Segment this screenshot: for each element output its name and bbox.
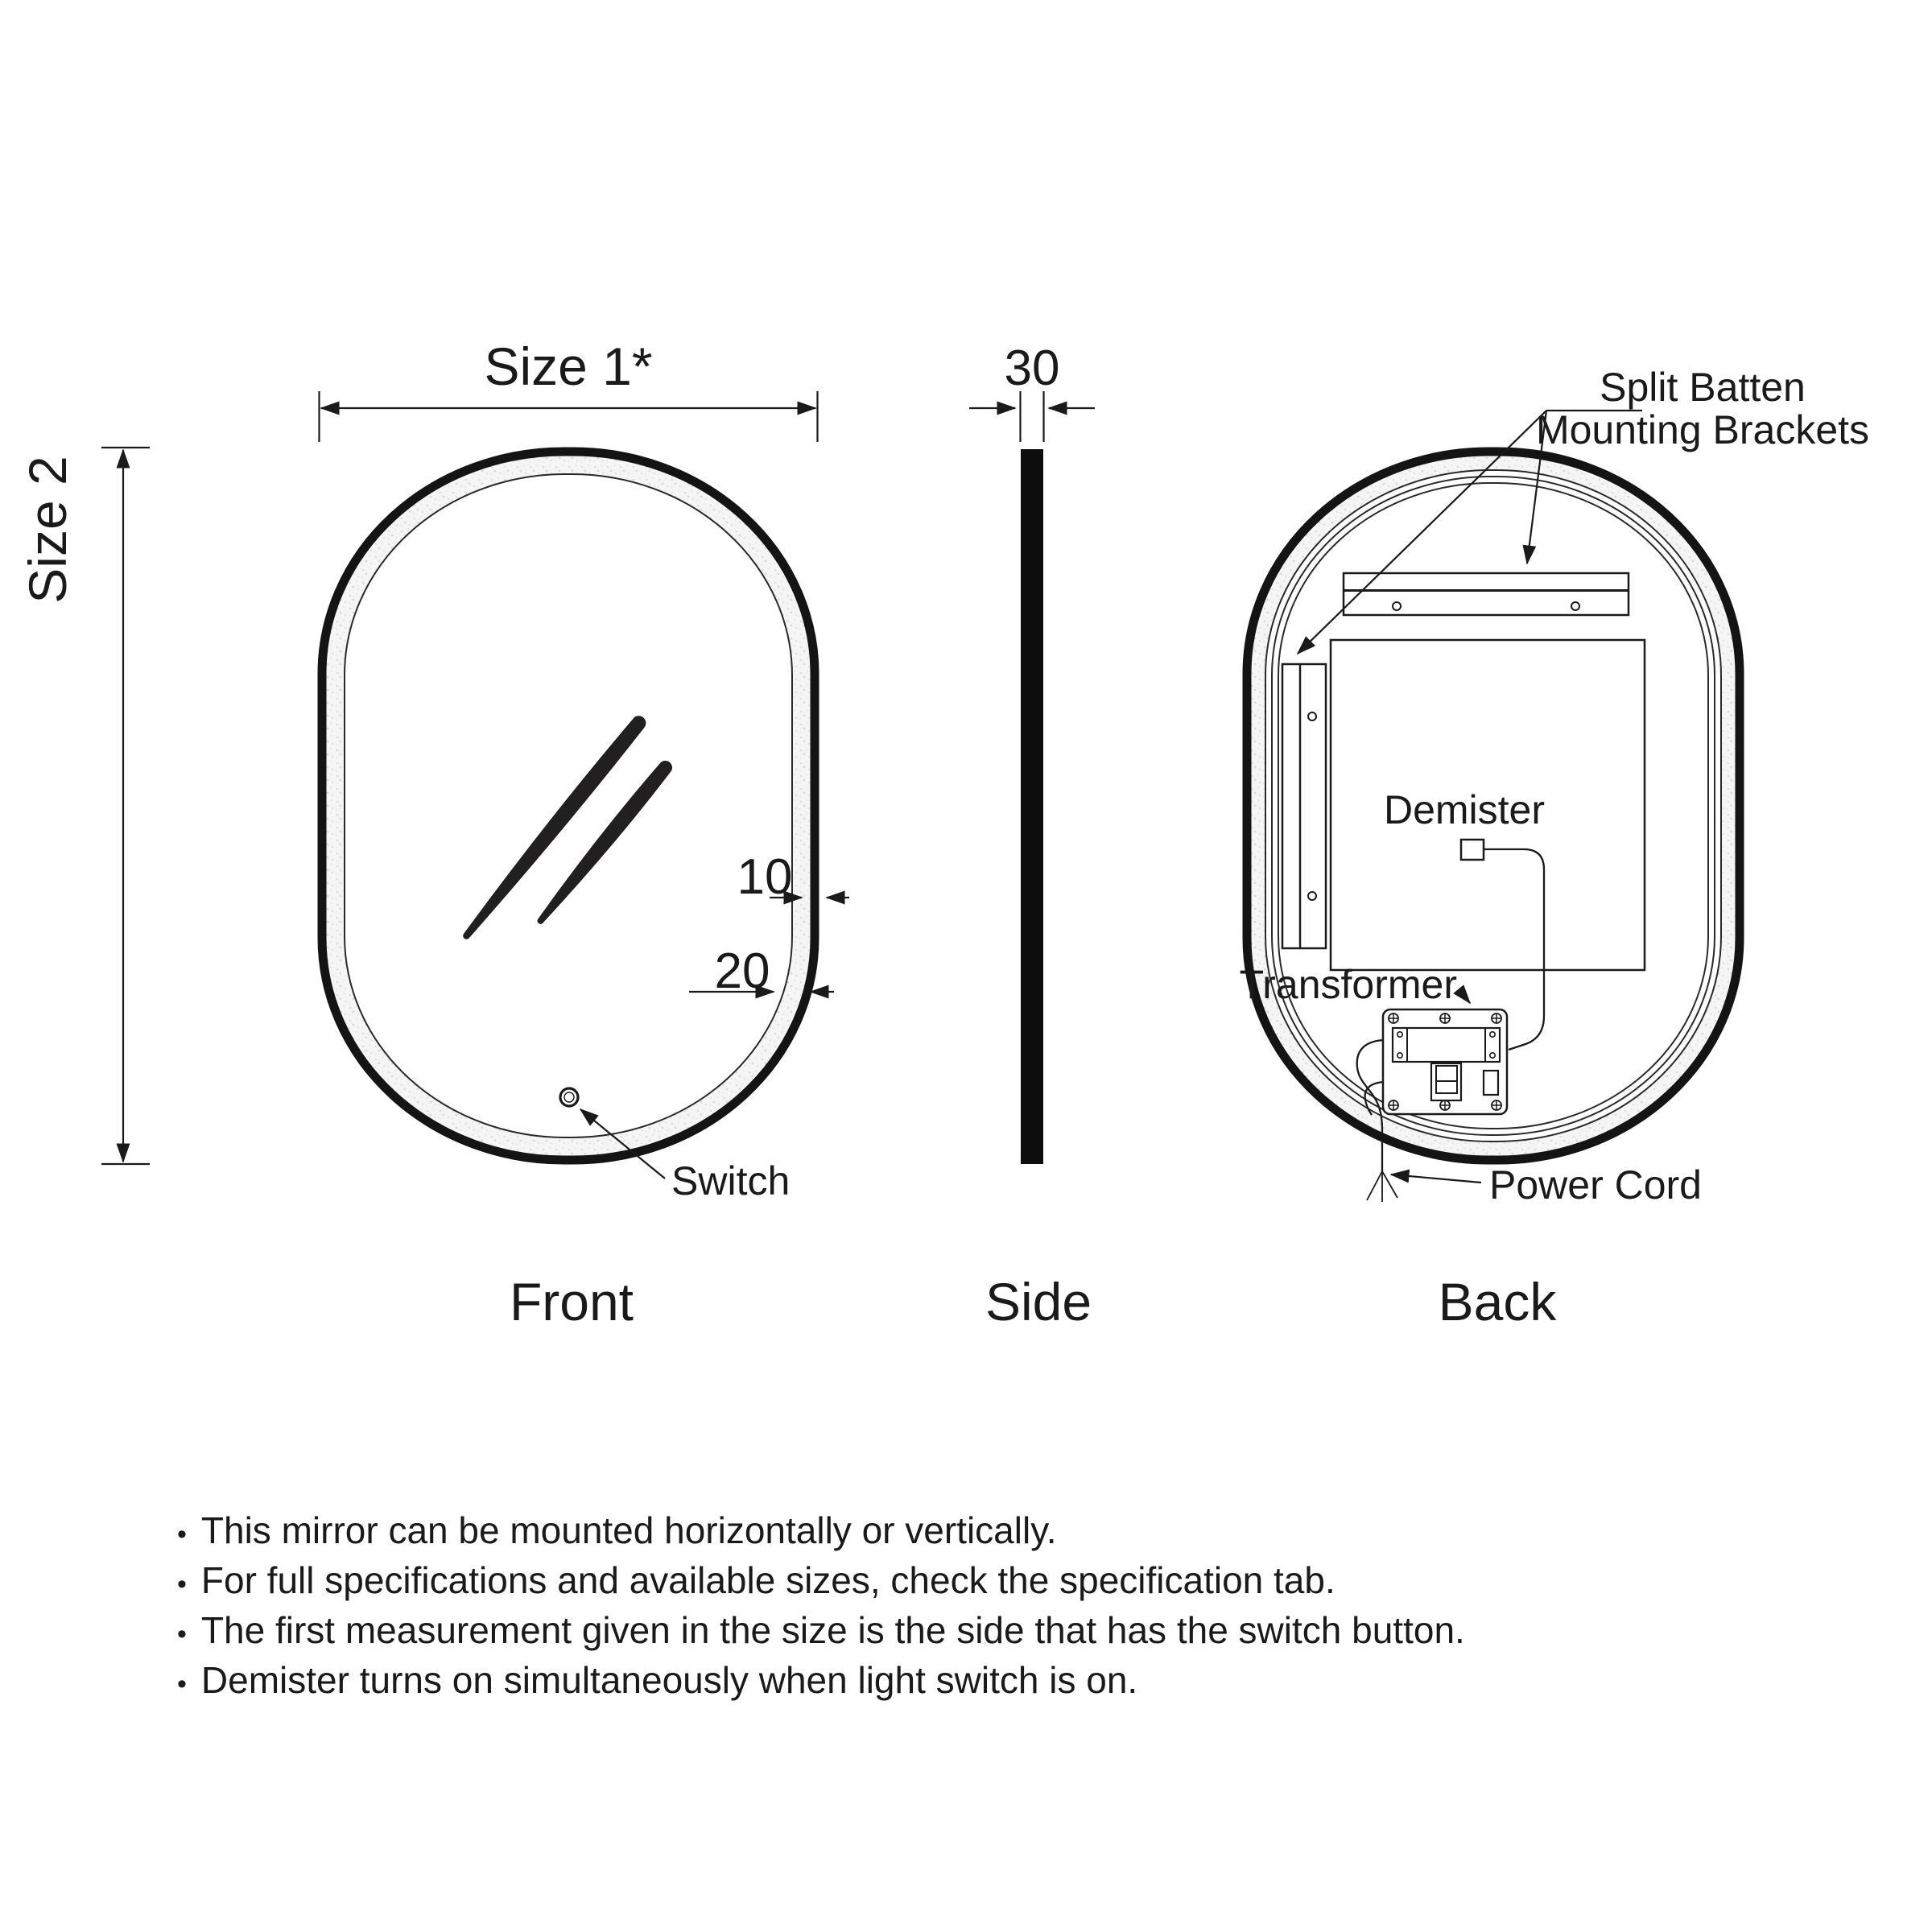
bullet-icon: • — [177, 1519, 187, 1550]
note-line — [177, 1605, 1465, 1655]
side-view — [969, 341, 1095, 1164]
note-line — [177, 1655, 1465, 1705]
size2-dimension — [18, 448, 150, 1164]
demister-connector — [1461, 840, 1484, 860]
cord-splay-left — [1367, 1171, 1382, 1200]
terminal-hole — [1397, 1032, 1402, 1037]
note-text: The first measurement given in the size is the side that has the switch button. — [200, 1609, 1465, 1651]
switch-dot-inner — [564, 1092, 574, 1102]
size1-label: Size 1* — [484, 336, 653, 396]
screw-icon — [1492, 1100, 1501, 1110]
dim-20-label: 20 — [714, 943, 770, 999]
screw-icon — [1440, 1100, 1450, 1110]
size1-dimension — [320, 336, 818, 442]
note-text: This mirror can be mounted horizontally or vertically. — [200, 1509, 1057, 1551]
transformer-terminal-block — [1393, 1028, 1500, 1062]
dim-30-label: 30 — [1004, 341, 1060, 396]
bullet-icon: • — [177, 1569, 187, 1600]
back-view — [1247, 452, 1740, 1202]
power-cord-callout — [1391, 1162, 1702, 1208]
note-line — [177, 1555, 1465, 1605]
side-view-label: Side — [985, 1272, 1092, 1331]
notes-block — [177, 1505, 1465, 1705]
switch-label: Switch — [671, 1158, 791, 1203]
terminal-hole — [1490, 1032, 1495, 1037]
terminal-hole — [1397, 1053, 1402, 1058]
power-cord-leader — [1391, 1174, 1481, 1183]
screw-icon — [1389, 1013, 1398, 1023]
transformer-label: Transformer — [1239, 962, 1457, 1007]
back-view-label: Back — [1438, 1272, 1557, 1331]
side-profile-bar — [1021, 449, 1043, 1164]
note-text: Demister turns on simultaneously when light switch is on. — [200, 1659, 1138, 1701]
note-text: For full specifications and available sizes, check the specification tab. — [200, 1559, 1335, 1601]
screw-icon — [1492, 1013, 1501, 1023]
terminal-hole — [1490, 1053, 1495, 1058]
transformer-callout — [1240, 962, 1470, 1007]
bracket-hole-top — [1308, 712, 1316, 720]
size2-label: Size 2 — [18, 456, 77, 604]
side-bracket — [1282, 664, 1326, 948]
note-line — [177, 1505, 1465, 1555]
screw-icon — [1389, 1100, 1398, 1110]
bullet-icon: • — [177, 1619, 187, 1649]
front-view — [322, 452, 815, 1203]
batten-hole-right — [1571, 602, 1579, 610]
split-batten-label-line2: Mounting Brackets — [1535, 407, 1870, 452]
bullet-icon: • — [177, 1669, 187, 1699]
power-cord-label: Power Cord — [1489, 1162, 1702, 1208]
dim-10-label: 10 — [737, 849, 793, 905]
transformer-socket-inner — [1436, 1066, 1457, 1093]
front-view-label: Front — [509, 1272, 634, 1331]
screw-icon — [1440, 1013, 1450, 1023]
transformer-fuse — [1484, 1071, 1498, 1095]
bracket-hole-bottom — [1308, 892, 1316, 900]
batten-hole-left — [1393, 602, 1401, 610]
split-batten-bar — [1344, 573, 1629, 615]
split-batten-label-line1: Split Batten — [1600, 365, 1806, 410]
demister-label: Demister — [1383, 787, 1546, 832]
